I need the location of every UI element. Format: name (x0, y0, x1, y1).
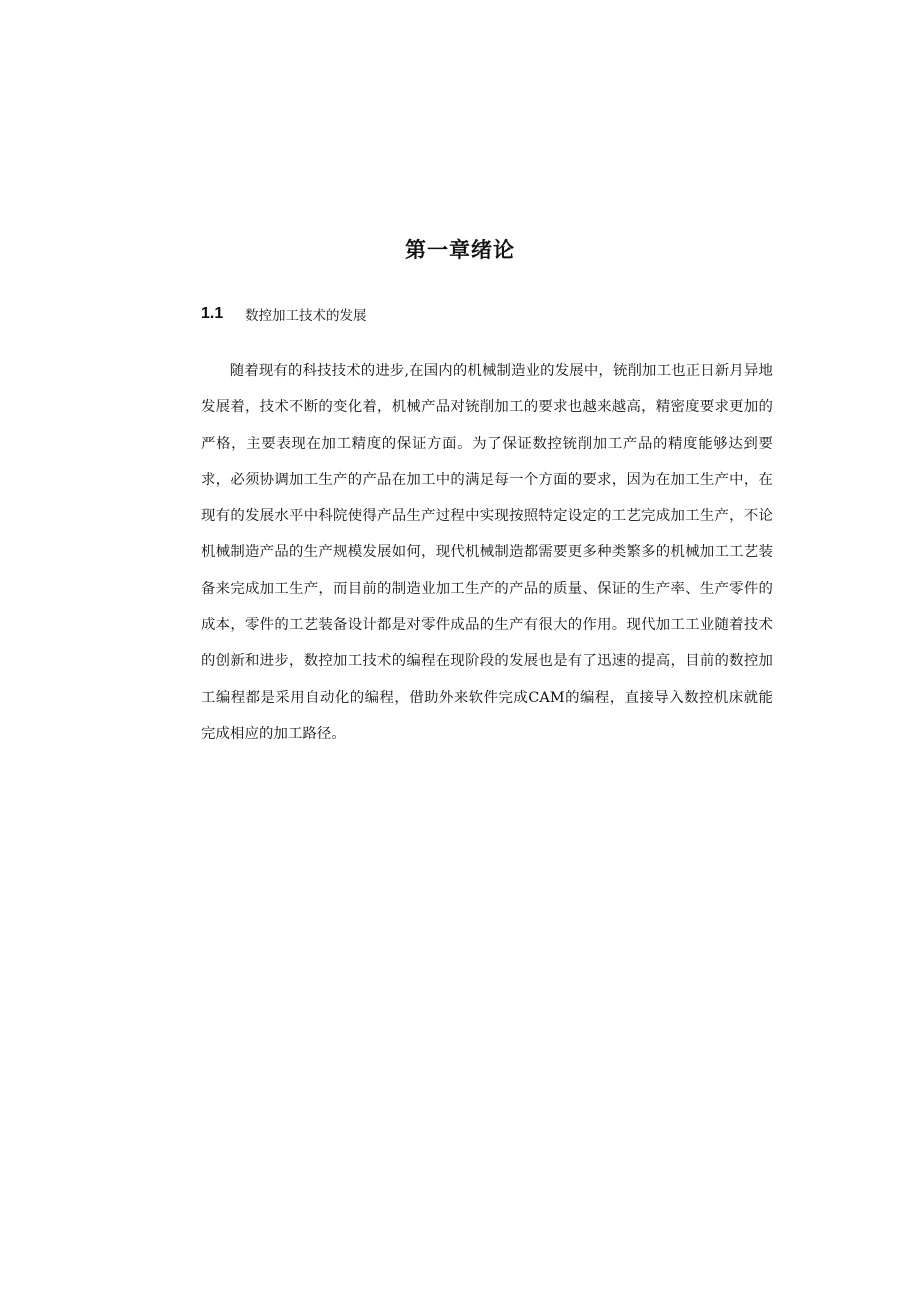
body-paragraph: 随着现有的科技技术的进步,在国内的机械制造业的发展中，铳削加工也正日新月异地发展着，技术不断的变化着，机械产品对铳削加工的要求也越来越高，精密度要求更加的严格，主要表现在加工精度的保证方面。为了保证数控铳削加工产品的精度能够达到要求，必须协调加工生产的产品在加工中的满足每一个方面的要求，因为在加工生产中，在现有的发展水平中科院使得产品生产过程中实现按照特定设定的工艺完成加工生产，不论机械制造产品的生产规模发展如何，现代机械制造都需要更多种类繁多的机械加工工艺装备来完成加工生产，而目前的制造业加工生产的产品的质量、保证的生产率、生产零件的成本，零件的工艺装备设计都是对零件成品的生产有很大的作用。现代加工工业随着技术的创新和进步，数控加工技术的编程在现阶段的发展也是有了迅速的提高，目前的数控加工编程都是采用自动化的编程，借助外来软件完成CAM的编程，直接导入数控机床就能完成相应的加工路径。 (201, 363, 773, 742)
chapter-title: 第一章绪论 (405, 238, 515, 262)
section-title: 数控加工技术的发展 (245, 308, 367, 324)
section-number: 1.1 (201, 305, 224, 322)
section-heading (201, 302, 367, 326)
